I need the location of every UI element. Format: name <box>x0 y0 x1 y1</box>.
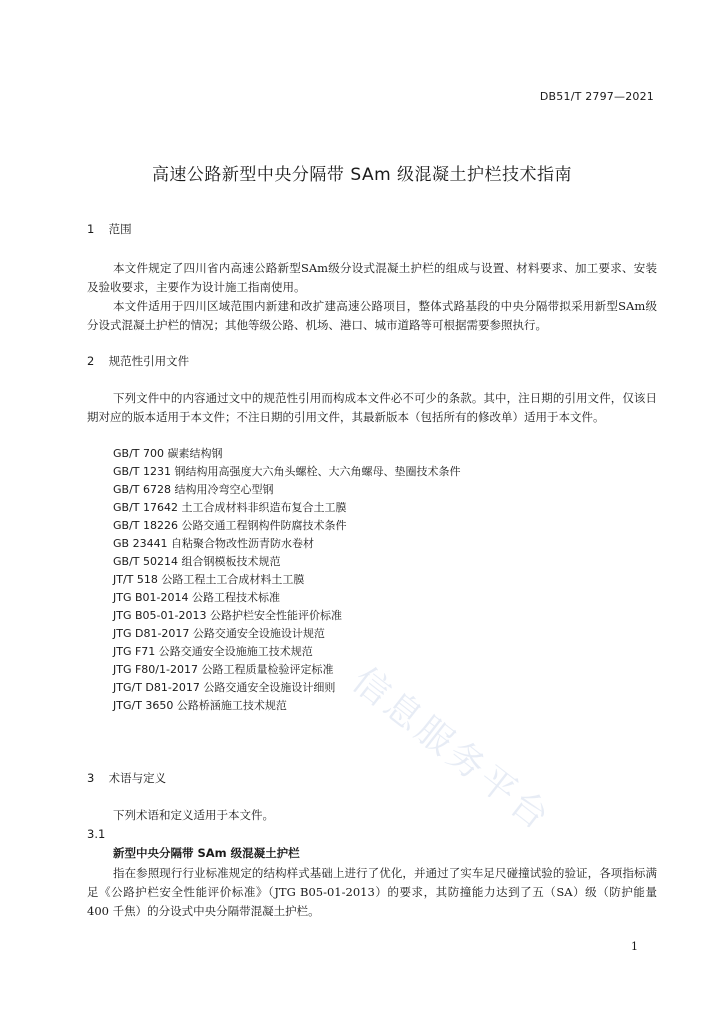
reference-item: GB/T 50214 组合钢模板技术规范 <box>113 555 281 568</box>
section-title: 术语与定义 <box>108 771 167 785</box>
section-3-heading <box>87 770 166 786</box>
reference-item: GB/T 18226 公路交通工程钢构件防腐技术条件 <box>113 519 347 532</box>
section-3-intro: 下列术语和定义适用于本文件。 <box>113 808 274 822</box>
term-definition: 指在参照现行行业标准规定的结构样式基础上进行了优化，并通过了实车足尺碰撞试验的验证，各项指标满足《公路护栏安全性能评价标准》（JTG B05-01-2013）的要求，其防撞能力达到了五（SA）级（防护能量 400 千焦）的分设式中央分隔带混凝土护栏。 <box>87 866 657 918</box>
document-title: 高速公路新型中央分隔带 SAm 级混凝土护栏技术指南 <box>151 165 573 185</box>
reference-item: JTG D81-2017 公路交通安全设施设计规范 <box>113 627 325 640</box>
section-number: 3 <box>87 771 95 785</box>
section-1-paragraph-1: 本文件规定了四川省内高速公路新型SAm级分设式混凝土护栏的组成与设置、材料要求、加工要求、安装及验收要求，主要作为设计施工指南使用。 <box>87 261 657 294</box>
section-number: 2 <box>87 354 95 368</box>
reference-item: GB/T 1231 钢结构用高强度大六角头螺栓、大六角螺母、垫圈技术条件 <box>113 465 461 478</box>
section-1-heading <box>87 221 132 237</box>
page-number: 1 <box>631 940 638 953</box>
section-title: 规范性引用文件 <box>108 354 190 368</box>
reference-item: JTG/T D81-2017 公路交通安全设施设计细则 <box>113 681 336 694</box>
reference-item: GB/T 17642 土工合成材料非织造布复合土工膜 <box>113 501 347 514</box>
reference-item: JT/T 518 公路工程土工合成材料土工膜 <box>113 573 305 586</box>
reference-item: GB/T 6728 结构用冷弯空心型钢 <box>113 483 274 496</box>
reference-item: JTG B01-2014 公路工程技术标准 <box>113 591 280 604</box>
reference-item: JTG F80/1-2017 公路工程质量检验评定标准 <box>113 663 334 676</box>
reference-item: GB/T 700 碳素结构钢 <box>113 447 223 460</box>
reference-item: JTG F71 公路交通安全设施施工技术规范 <box>113 645 313 658</box>
reference-item: GB 23441 自粘聚合物改性沥青防水卷材 <box>113 537 315 550</box>
reference-item: JTG/T 3650 公路桥涵施工技术规范 <box>113 699 287 712</box>
standard-code: DB51/T 2797—2021 <box>539 90 654 103</box>
section-2-intro: 下列文件中的内容通过文中的规范性引用而构成本文件必不可少的条款。其中，注日期的引用文件，仅该日期对应的版本适用于本文件；不注日期的引用文件，其最新版本（包括所有的修改单）适用于本文件。 <box>87 391 657 424</box>
watermark-text: 信息服务平台 <box>344 659 559 840</box>
clause-number: 3.1 <box>87 827 106 841</box>
section-1-paragraph-2: 本文件适用于四川区域范围内新建和改扩建高速公路项目，整体式路基段的中央分隔带拟采用新型SAm级分设式混凝土护栏的情况；其他等级公路、机场、港口、城市道路等可根据需要参照执行。 <box>87 299 657 332</box>
reference-list <box>113 445 460 715</box>
term-name: 新型中央分隔带 SAm 级混凝土护栏 <box>113 846 300 860</box>
section-number: 1 <box>87 222 95 236</box>
section-2-heading <box>87 353 189 369</box>
section-title: 范围 <box>108 222 132 236</box>
reference-item: JTG B05-01-2013 公路护栏安全性能评价标准 <box>113 609 342 622</box>
